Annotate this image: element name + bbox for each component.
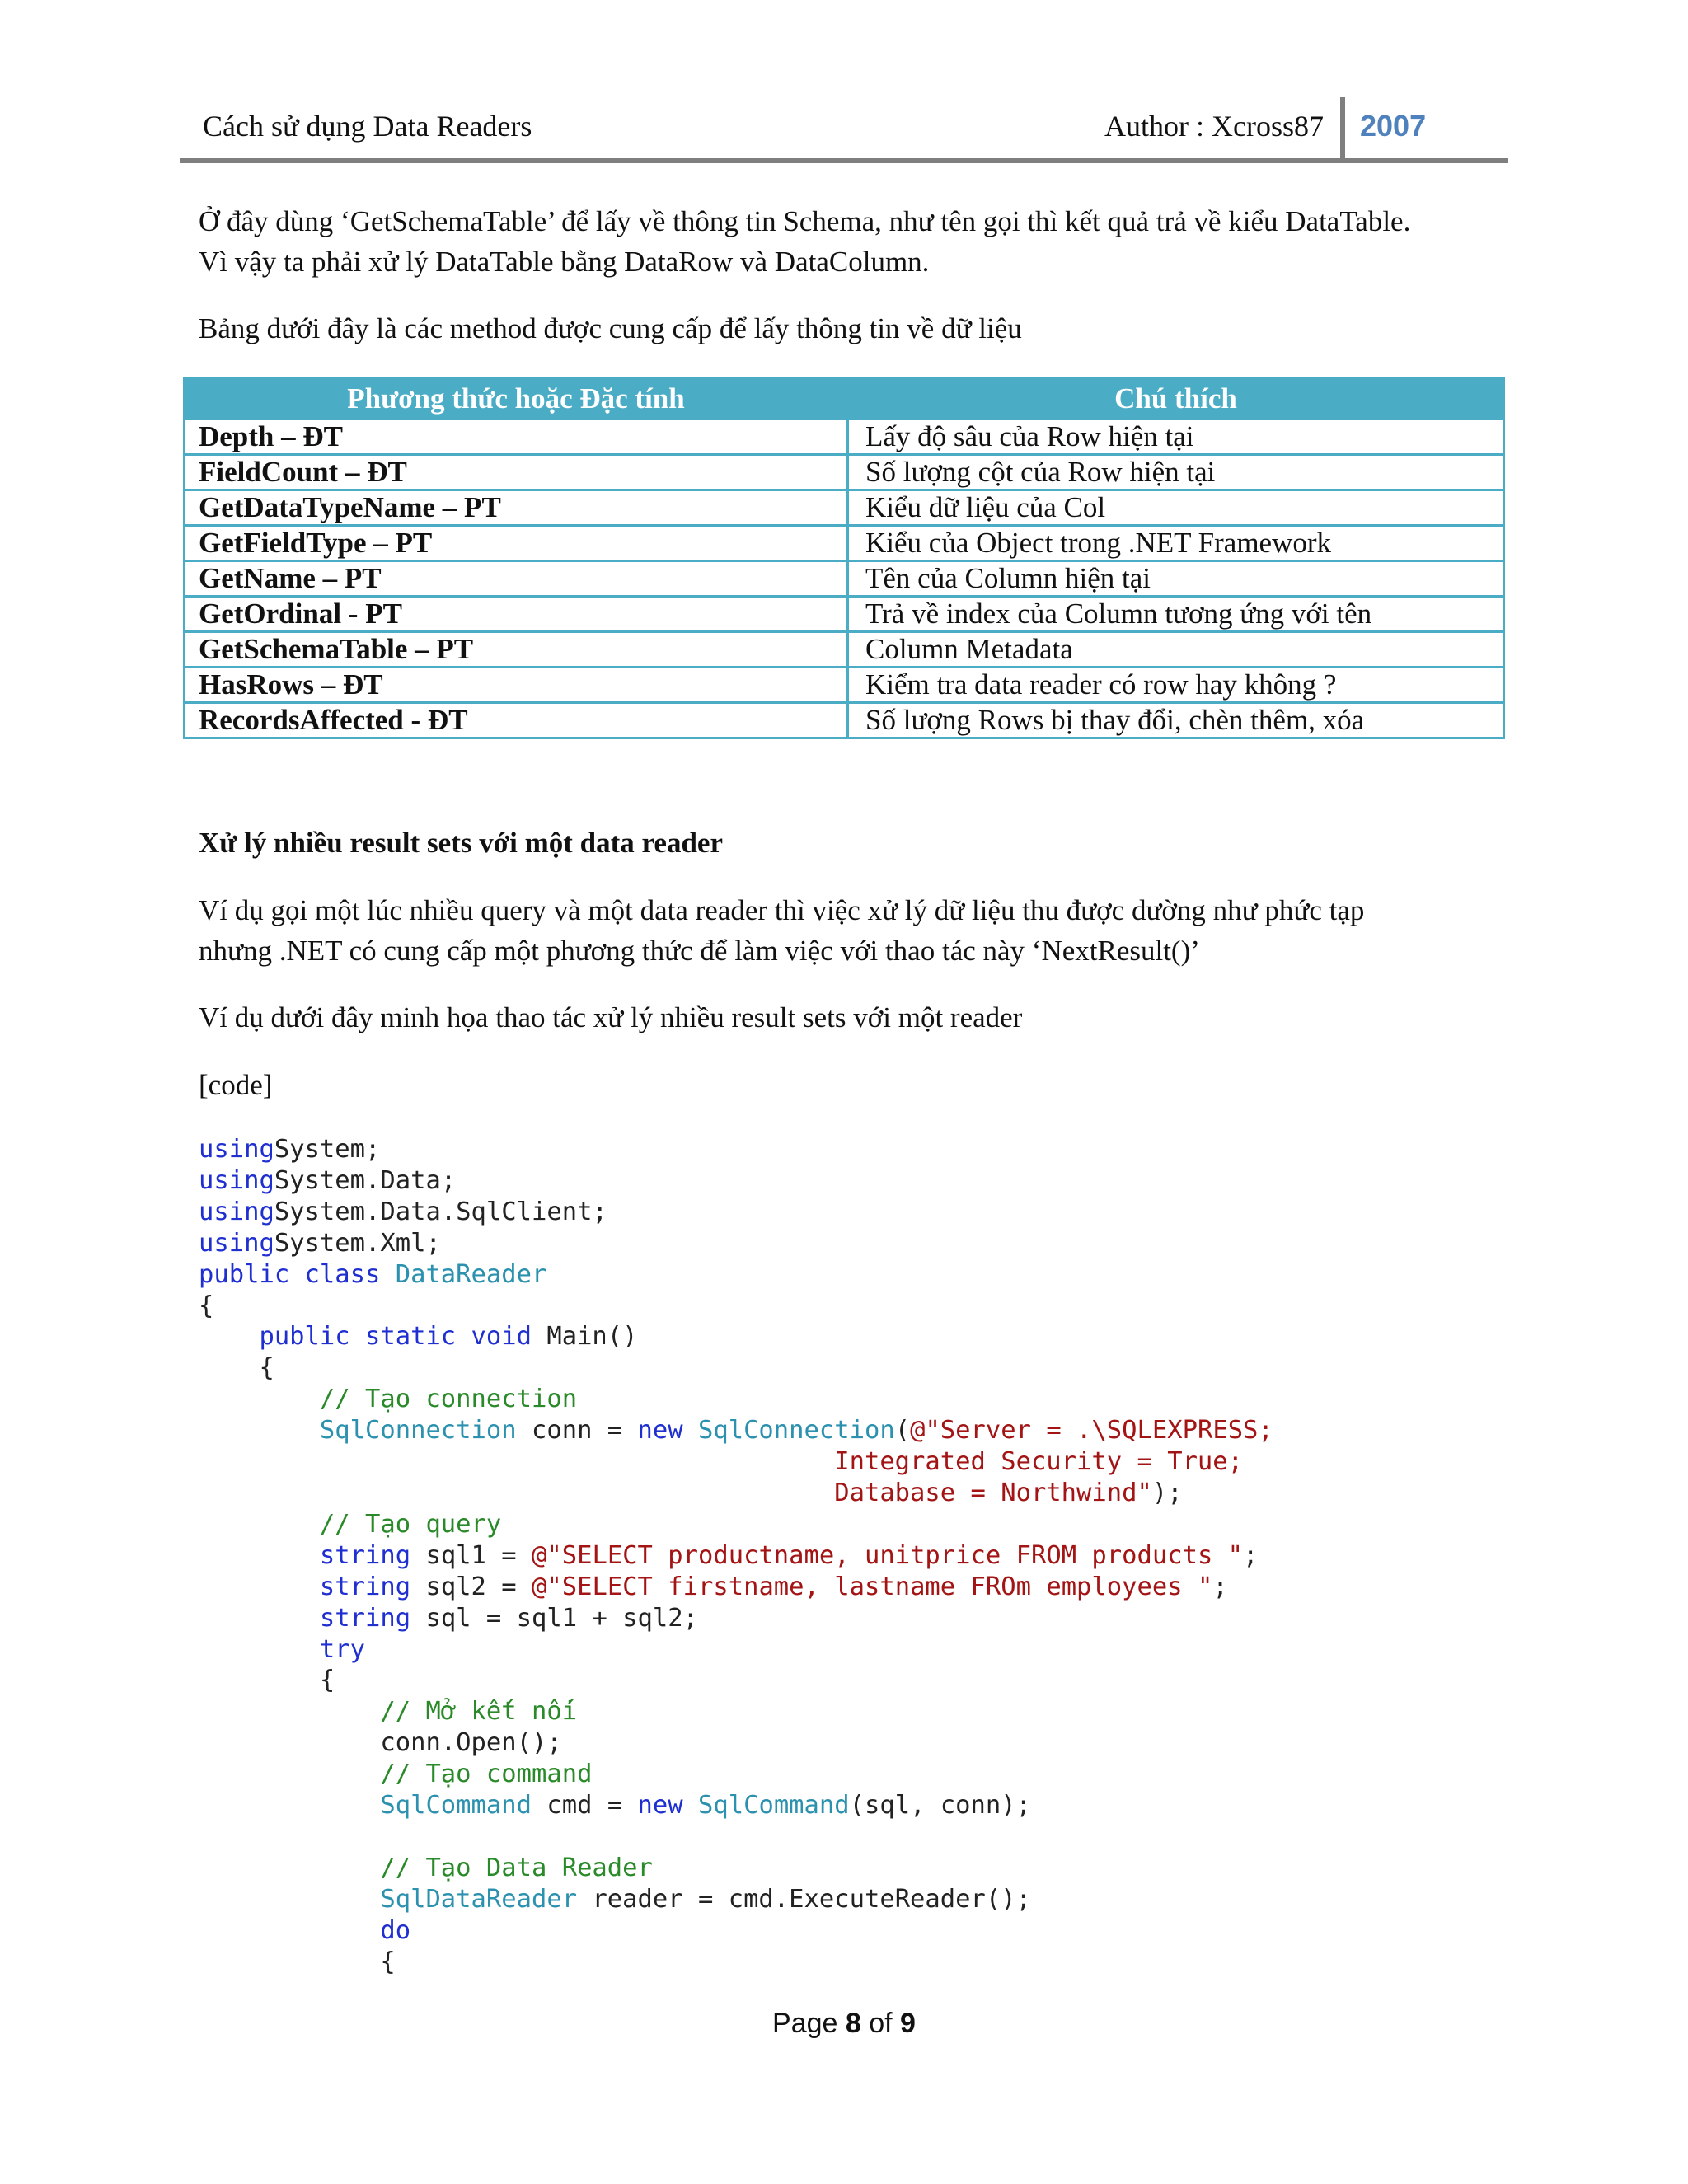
note-cell: Lấy độ sâu của Row hiện tại	[848, 419, 1504, 455]
note-cell: Trả về index của Column tương ứng với tên	[848, 597, 1504, 632]
code-tag: [code]	[199, 1069, 273, 1101]
code-line	[199, 1291, 1273, 1322]
code-token: (	[894, 1416, 911, 1446]
code-token: SqlCommand	[698, 1791, 850, 1821]
method-cell: Depth – ĐT	[185, 419, 848, 455]
code-token: new	[637, 1416, 698, 1446]
code-line	[199, 1509, 1273, 1540]
code-line	[199, 1572, 1273, 1603]
method-cell: GetName – PT	[185, 561, 848, 597]
code-token	[199, 1385, 320, 1413]
code-line	[199, 1665, 1273, 1696]
code-token: using	[199, 1228, 274, 1258]
code-token: @"Server = .\SQLEXPRESS;	[910, 1416, 1273, 1446]
code-token: // Tạo query	[319, 1509, 502, 1539]
note-cell: Column Metadata	[848, 632, 1504, 668]
nextresult-line-1: Ví dụ gọi một lúc nhiều query và một data reader thì việc xử lý dữ liệu thu được dường như phức tạp	[199, 894, 1365, 926]
note-cell: Kiểm tra data reader có row hay không ?	[848, 668, 1504, 703]
method-cell: FieldCount – ĐT	[185, 455, 848, 490]
code-token: {	[199, 1666, 335, 1695]
code-token: // Tạo command	[380, 1760, 593, 1789]
method-cell: HasRows – ĐT	[185, 668, 848, 703]
code-token: System;	[274, 1135, 381, 1164]
code-token: // Tạo Data Reader	[380, 1853, 653, 1882]
table-row	[185, 597, 1504, 632]
code-token	[199, 1635, 320, 1664]
code-token: string	[319, 1540, 411, 1570]
code-token: sql2 =	[410, 1572, 532, 1601]
code-token: sql1 =	[410, 1540, 532, 1570]
note-cell: Số lượng cột của Row hiện tại	[848, 455, 1504, 490]
code-token: @"SELECT firstname, lastname FROm employees "	[532, 1572, 1213, 1601]
code-token: do	[380, 1915, 411, 1945]
table-row	[185, 455, 1504, 490]
code-token	[199, 1854, 380, 1882]
code-token: // Tạo connection	[319, 1385, 578, 1414]
code-token: SqlConnection	[697, 1416, 895, 1446]
code-line	[199, 1821, 1273, 1853]
code-token	[199, 1697, 380, 1726]
table-row	[185, 668, 1504, 703]
intro-line-2: Vì vậy ta phải xử lý DataTable bằng DataRow và DataColumn.	[199, 246, 930, 278]
code-line	[199, 1727, 1273, 1759]
table-row	[185, 526, 1504, 561]
method-cell: GetOrdinal - PT	[185, 597, 848, 632]
code-token	[199, 1885, 380, 1914]
code-token	[199, 1416, 320, 1445]
author-label: Author : Xcross87	[1104, 110, 1324, 143]
code-line	[199, 1352, 1273, 1384]
code-token: string	[319, 1572, 411, 1601]
page-current: 8	[845, 2008, 861, 2039]
note-cell: Kiểu của Object trong .NET Framework	[848, 526, 1504, 561]
code-line	[199, 1759, 1273, 1790]
code-line	[199, 1259, 1273, 1291]
code-line	[199, 1884, 1273, 1915]
code-token: @"SELECT productname, unitprice FROM products "	[532, 1540, 1244, 1570]
code-line	[199, 1478, 1273, 1509]
code-token: Main()	[546, 1322, 638, 1352]
methods-table	[183, 377, 1505, 739]
header-year: 2007	[1360, 109, 1427, 143]
code-line	[199, 1947, 1273, 1978]
code-token: {	[199, 1291, 214, 1320]
example-paragraph: Ví dụ dưới đây minh họa thao tác xử lý nhiều result sets với một reader	[199, 1001, 1023, 1033]
code-token: reader = cmd.ExecuteReader();	[577, 1884, 1031, 1914]
code-token: public static void	[259, 1322, 547, 1352]
code-token: Integrated Security = True;	[834, 1447, 1244, 1477]
code-line	[199, 1446, 1273, 1478]
code-line	[199, 1415, 1273, 1446]
code-token: try	[319, 1634, 365, 1664]
code-line	[199, 1603, 1273, 1634]
table-row	[185, 419, 1504, 455]
code-token: // Mở kết nối	[380, 1697, 578, 1727]
code-token: {	[199, 1353, 274, 1383]
code-token: SqlDataReader	[380, 1884, 578, 1914]
column-header-method: Phương thức hoặc Đặc tính	[185, 379, 848, 419]
code-token: new	[637, 1791, 698, 1821]
table-intro-paragraph: Bảng dưới đây là các method được cung cấp để lấy thông tin về dữ liệu	[199, 312, 1022, 344]
column-header-note: Chú thích	[848, 379, 1504, 419]
code-token	[199, 1479, 834, 1507]
code-token: (sql, conn);	[849, 1791, 1031, 1821]
code-line	[199, 1197, 1273, 1228]
intro-line-1: Ở đây dùng ‘GetSchemaTable’ để lấy về thông tin Schema, như tên gọi thì kết quả trả về kiểu DataTable.	[199, 205, 1411, 237]
header-rule	[180, 158, 1508, 163]
note-cell: Kiểu dữ liệu của Col	[848, 490, 1504, 526]
nextresult-line-2: nhưng .NET có cung cấp một phương thức để làm việc với thao tác này ‘NextResult()’	[199, 935, 1200, 967]
code-token: string	[319, 1603, 411, 1633]
code-block	[199, 1134, 1273, 1977]
table-row	[185, 490, 1504, 526]
method-cell: RecordsAffected - ĐT	[185, 703, 848, 738]
code-token	[199, 1572, 320, 1601]
page-prefix: Page	[772, 2008, 846, 2039]
code-token: SqlCommand	[380, 1791, 532, 1821]
intro-paragraph	[199, 201, 1501, 282]
code-token: conn.Open();	[199, 1728, 562, 1758]
code-token: ;	[1212, 1572, 1228, 1601]
code-token: sql = sql1 + sql2;	[410, 1603, 698, 1633]
code-token: );	[1151, 1478, 1183, 1507]
code-line	[199, 1696, 1273, 1727]
method-cell: GetDataTypeName – PT	[185, 490, 848, 526]
page-header	[181, 97, 1507, 165]
code-token: using	[199, 1165, 274, 1195]
code-token	[199, 1916, 380, 1945]
page-mid: of	[860, 2008, 901, 2039]
code-token: SqlConnection	[319, 1416, 517, 1446]
nextresult-paragraph	[199, 890, 1501, 971]
code-line	[199, 1384, 1273, 1415]
code-token: cmd =	[532, 1791, 638, 1821]
code-token: ;	[1243, 1540, 1259, 1570]
code-token	[199, 1322, 259, 1351]
code-line	[199, 1228, 1273, 1259]
method-cell: GetFieldType – PT	[185, 526, 848, 561]
code-token	[199, 1541, 320, 1570]
code-line	[199, 1915, 1273, 1947]
note-cell: Số lượng Rows bị thay đổi, chèn thêm, xóa	[848, 703, 1504, 738]
code-token: System.Data;	[274, 1165, 457, 1195]
table-header-row	[185, 379, 1504, 419]
code-token	[199, 1447, 834, 1476]
header-divider	[1340, 97, 1345, 158]
table-row	[185, 561, 1504, 597]
code-token: conn =	[516, 1416, 638, 1446]
table-row	[185, 703, 1504, 738]
code-token: public class	[199, 1259, 396, 1289]
table-row	[185, 632, 1504, 668]
code-line	[199, 1634, 1273, 1666]
code-token: using	[199, 1197, 274, 1226]
code-token	[199, 1510, 320, 1539]
code-line	[199, 1321, 1273, 1352]
document-title: Cách sử dụng Data Readers	[203, 110, 532, 143]
code-token	[199, 1791, 380, 1820]
code-token: Database = Northwind"	[834, 1478, 1152, 1507]
code-line	[199, 1165, 1273, 1197]
code-line	[199, 1790, 1273, 1821]
code-token: System.Xml;	[274, 1228, 441, 1258]
method-cell: GetSchemaTable – PT	[185, 632, 848, 668]
code-token: {	[199, 1947, 396, 1976]
code-line	[199, 1540, 1273, 1572]
page-total: 9	[900, 2008, 916, 2039]
note-cell: Tên của Column hiện tại	[848, 561, 1504, 597]
code-line	[199, 1134, 1273, 1165]
code-token	[199, 1604, 320, 1633]
code-line	[199, 1853, 1273, 1884]
code-token	[199, 1760, 380, 1788]
code-token: using	[199, 1135, 274, 1164]
code-token: DataReader	[395, 1259, 547, 1289]
section-heading: Xử lý nhiều result sets với một data reader	[199, 827, 723, 859]
code-token: System.Data.SqlClient;	[274, 1197, 607, 1226]
page-footer	[0, 2008, 1688, 2040]
